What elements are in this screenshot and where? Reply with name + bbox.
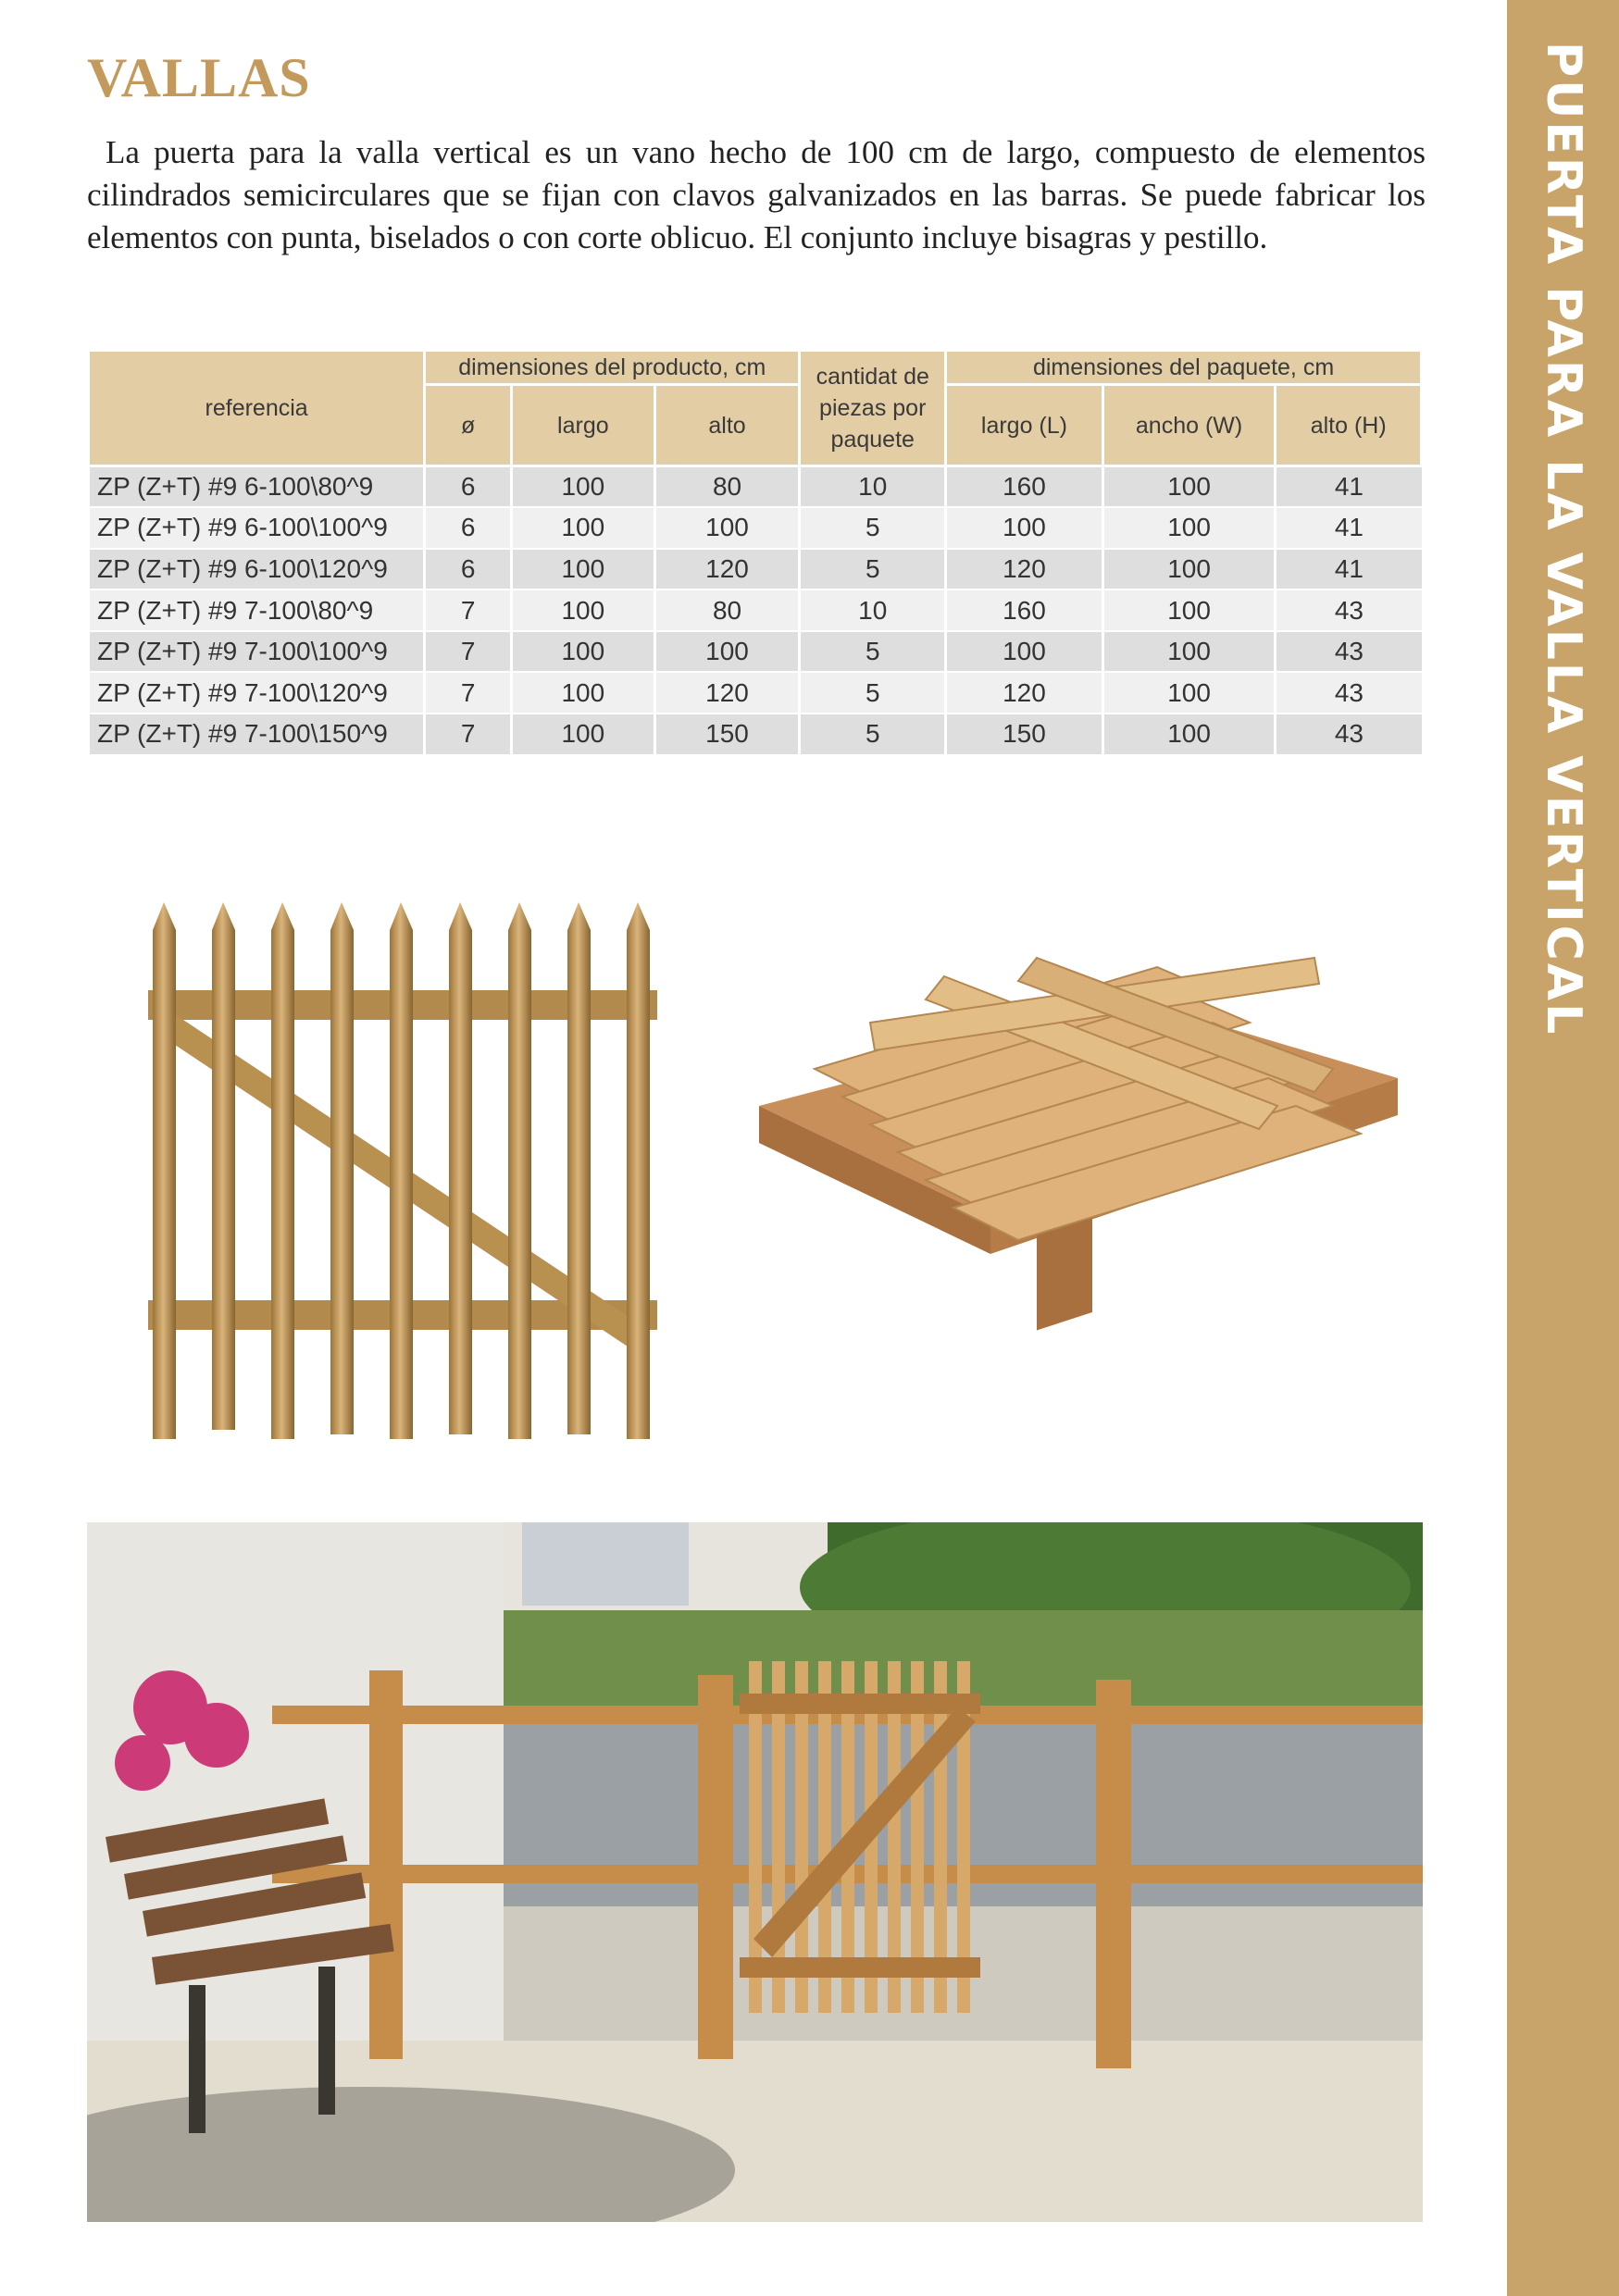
- cell-alto: 100: [654, 631, 800, 673]
- cell-pkg-largo: 100: [946, 631, 1103, 673]
- cell-largo: 100: [512, 466, 655, 508]
- table-row: [89, 507, 1422, 549]
- header-pieces-per-package: cantidat de piezas por paquete: [800, 351, 946, 466]
- side-title: PUERTA PARA LA VALLA VERTICAL: [1536, 42, 1591, 1037]
- table-row: [89, 549, 1422, 590]
- cell-reference: ZP (Z+T) #9 7-100\100^9: [89, 631, 425, 673]
- cell-alto: 120: [654, 672, 800, 714]
- cell-alto: 150: [654, 714, 800, 755]
- cell-pieces: 5: [800, 631, 946, 673]
- table-row: [89, 714, 1422, 755]
- header-package-dimensions: dimensiones del paquete, cm: [946, 351, 1422, 385]
- cell-largo: 100: [512, 631, 655, 673]
- header-alto: alto: [654, 385, 800, 466]
- table-row: [89, 466, 1422, 508]
- header-pkg-largo: largo (L): [946, 385, 1103, 466]
- cell-pieces: 5: [800, 507, 946, 549]
- cell-pkg-alto: 43: [1276, 714, 1422, 755]
- cell-largo: 100: [512, 672, 655, 714]
- cell-pkg-ancho: 100: [1102, 672, 1276, 714]
- cell-pkg-largo: 120: [946, 549, 1103, 590]
- cell-largo: 100: [512, 507, 655, 549]
- cell-reference: ZP (Z+T) #9 7-100\80^9: [89, 590, 425, 631]
- cell-pieces: 5: [800, 714, 946, 755]
- cell-alto: 80: [654, 590, 800, 631]
- cell-pkg-ancho: 100: [1102, 466, 1276, 508]
- cell-pkg-ancho: 100: [1102, 549, 1276, 590]
- cell-diameter: 7: [425, 631, 512, 673]
- cell-pieces: 10: [800, 466, 946, 508]
- cell-diameter: 6: [425, 549, 512, 590]
- cell-diameter: 7: [425, 590, 512, 631]
- cell-reference: ZP (Z+T) #9 6-100\120^9: [89, 549, 425, 590]
- cell-reference: ZP (Z+T) #9 7-100\120^9: [89, 672, 425, 714]
- table-row: [89, 672, 1422, 714]
- cell-pkg-largo: 120: [946, 672, 1103, 714]
- cell-pieces: 5: [800, 549, 946, 590]
- cell-pkg-alto: 43: [1276, 631, 1422, 673]
- table-row: [89, 631, 1422, 673]
- cell-diameter: 7: [425, 714, 512, 755]
- cell-pkg-largo: 150: [946, 714, 1103, 755]
- cell-pkg-largo: 100: [946, 507, 1103, 549]
- intro-paragraph: La puerta para la valla vertical es un vano hecho de 100 cm de largo, compuesto de elementos cilindrados semicirculares que se fijan con clavos galvanizados en las barras. Se puede fabricar los elementos con punta, biselados o con corte oblicuo. El conjunto incluye bisagras y pestillo.: [87, 134, 1426, 255]
- cell-pkg-ancho: 100: [1102, 590, 1276, 631]
- cell-pkg-largo: 160: [946, 590, 1103, 631]
- table-body: [89, 466, 1422, 755]
- header-referencia: referencia: [89, 351, 425, 466]
- cell-reference: ZP (Z+T) #9 7-100\150^9: [89, 714, 425, 755]
- header-largo: largo: [512, 385, 655, 466]
- cell-pkg-ancho: 100: [1102, 507, 1276, 549]
- cell-pkg-alto: 43: [1276, 672, 1422, 714]
- cell-diameter: 6: [425, 507, 512, 549]
- cell-reference: ZP (Z+T) #9 6-100\100^9: [89, 507, 425, 549]
- cell-pkg-ancho: 100: [1102, 714, 1276, 755]
- cell-diameter: 6: [425, 466, 512, 508]
- gate-product-image: [148, 902, 666, 1439]
- cell-largo: 100: [512, 549, 655, 590]
- cell-pieces: 10: [800, 590, 946, 631]
- table-row: [89, 590, 1422, 631]
- cell-alto: 120: [654, 549, 800, 590]
- page-title: VALLAS: [87, 47, 311, 108]
- cell-largo: 100: [512, 714, 655, 755]
- pallet-package-image: [759, 921, 1398, 1439]
- cell-alto: 80: [654, 466, 800, 508]
- cell-largo: 100: [512, 590, 655, 631]
- header-pkg-ancho: ancho (W): [1102, 385, 1276, 466]
- cell-pieces: 5: [800, 672, 946, 714]
- cell-pkg-ancho: 100: [1102, 631, 1276, 673]
- cell-pkg-alto: 41: [1276, 549, 1422, 590]
- cell-pkg-largo: 160: [946, 466, 1103, 508]
- cell-diameter: 7: [425, 672, 512, 714]
- header-pkg-alto: alto (H): [1276, 385, 1422, 466]
- cell-pkg-alto: 41: [1276, 466, 1422, 508]
- header-product-dimensions: dimensiones del producto, cm: [425, 351, 800, 385]
- installed-gate-photo: [87, 1522, 1423, 2222]
- header-diameter: ø: [425, 385, 512, 466]
- cell-pkg-alto: 43: [1276, 590, 1422, 631]
- cell-alto: 100: [654, 507, 800, 549]
- spec-table: [87, 349, 1423, 756]
- cell-pkg-alto: 41: [1276, 507, 1422, 549]
- cell-reference: ZP (Z+T) #9 6-100\80^9: [89, 466, 425, 508]
